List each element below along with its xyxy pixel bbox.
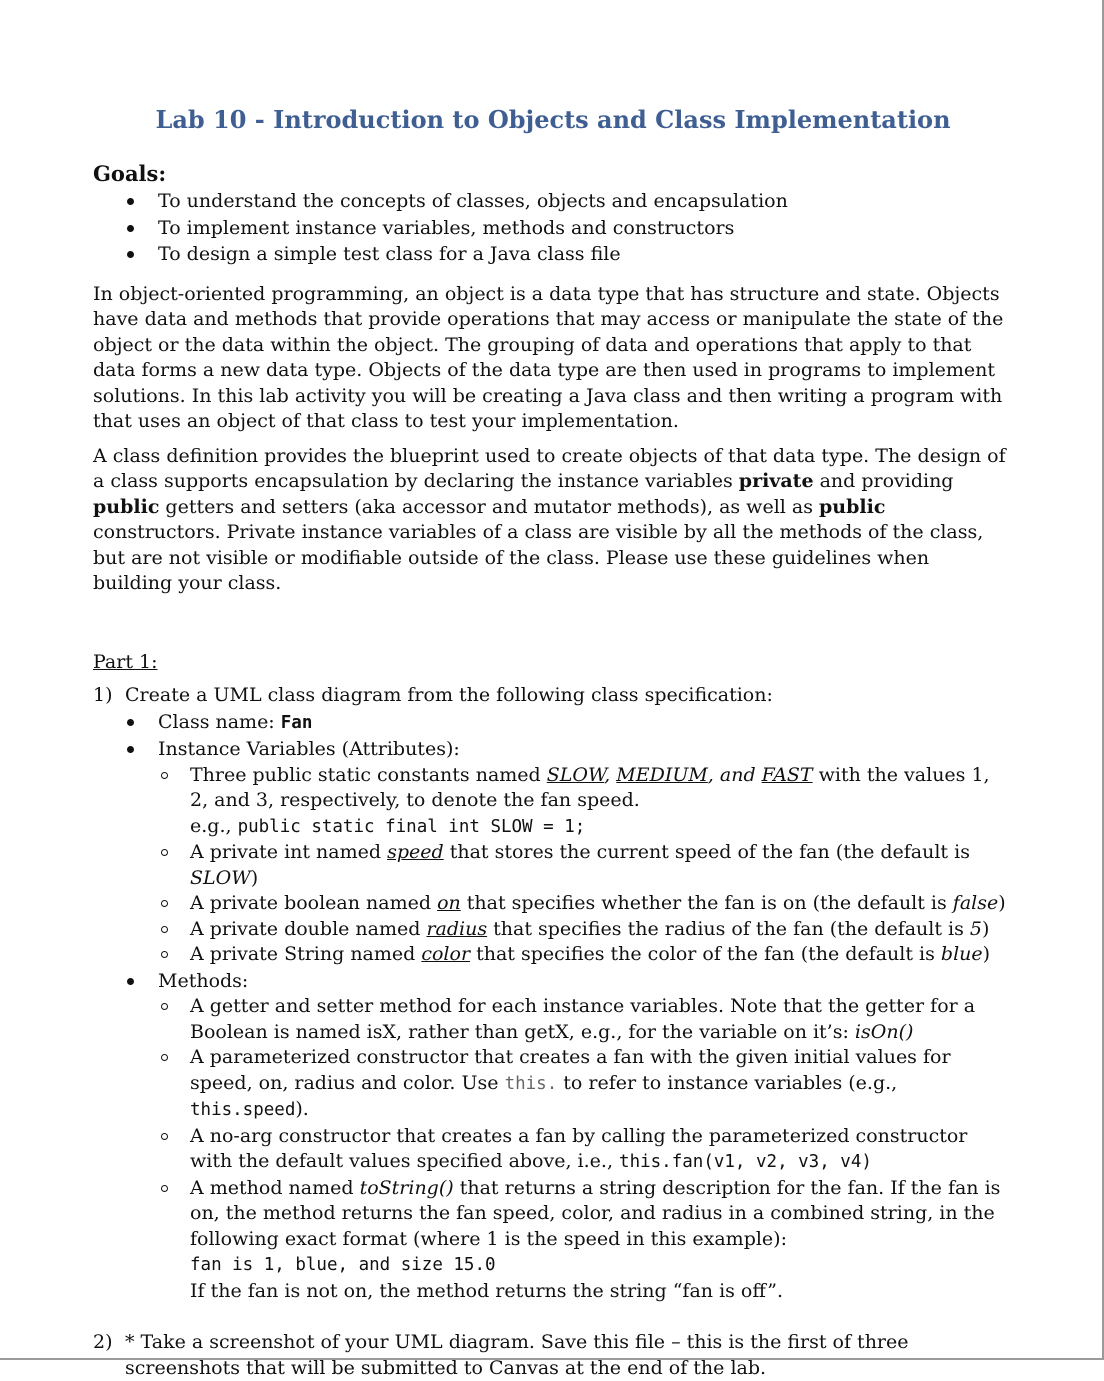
- radius-item: A private double named radius that specifies the radius of the fan (the default is 5): [125, 917, 1013, 943]
- constants-item: Three public static constants named SLOW, MEDIUM, and FAST with the values 1, 2, and 3, respectively, to denote the fan speed. e.g., public static final int SLOW = 1;: [125, 763, 1013, 841]
- goal-item: To implement instance variables, methods and constructors: [93, 215, 1013, 242]
- class-name-code: Fan: [280, 712, 313, 733]
- step-2-text: * Take a screenshot of your UML diagram. Save this file – this is the first of three screenshots that will be submitted to Canvas at the end of the lab.: [125, 1331, 909, 1379]
- step-number: 1): [93, 684, 113, 706]
- intro-paragraph: In object-oriented programming, an object is a data type that has structure and state. Objects have data and methods that provide operations that may access or manipulate the state of the object or the data within the object. The grouping of data and operations that apply to that data forms a new data type. Objects of the data type are then used in programs to implement solutions. In this lab activity you will be creating a Java class and then writing a program with that uses an object of that class to test your implementation.: [93, 282, 1004, 432]
- part1-steps: [93, 683, 1013, 1381]
- methods-item: Methods: A getter and setter method for each instance variables. Note that the getter for a Boolean is named isX, rather than getX, e.g., for the variable on it’s: isOn() A parameterized constructor that creates a fan with the given initial values for speed, on, radius and color. Use this. to refer to instance variables (e.g., this.speed). A no-arg constructor that creates a fan by calling the parameterized constructor with the default values specified above, i.e., this.fan(v1, v2, v3, v4) A method named toString() that returns a string description for the fan. If the fan is on, the method returns the fan speed, color, and radius in a combined string, in the following exact format (where 1 is the speed in this example): fan is 1, blue, and size 15.0 If the fan is not on, the method returns the string “fan is off”.: [125, 968, 1013, 1305]
- document-body: [93, 105, 1013, 1381]
- goal-item: To understand the concepts of classes, objects and encapsulation: [93, 188, 1013, 215]
- instance-variables-item: Instance Variables (Attributes): Three public static constants named SLOW, MEDIUM, and FAST with the values 1, 2, and 3, respectively, to denote the fan speed. e.g., public static final int SLOW = 1; A private int named speed that stores the current speed of the fan (the default is SLOW) A private boolean named on that specifies whether the fan is on (the default is false) A private double named radius that specifies the radius of the fan (the default is 5) A private String named color that specifies the color of the fan (the default is blue): [125, 736, 1013, 968]
- part1-title: Part 1:: [93, 650, 158, 673]
- noarg-constructor-item: A no-arg constructor that creates a fan by calling the parameterized constructor with the default values specified above, i.e., this.fan(v1, v2, v3, v4): [125, 1124, 1013, 1176]
- step-1-text: Create a UML class diagram from the following class specification:: [125, 684, 773, 706]
- spec-list: [125, 709, 1013, 1305]
- goals-heading: Goals:: [93, 161, 167, 186]
- step-1: [93, 683, 1013, 1304]
- tostring-example-code: fan is 1, blue, and size 15.0: [190, 1255, 496, 1275]
- color-item: A private String named color that specifies the color of the fan (the default is blue): [125, 942, 1013, 968]
- tostring-item: A method named toString() that returns a string description for the fan. If the fan is on, the method returns the fan speed, color, and radius in a combined string, in the following exact format (where 1 is the speed in this example): fan is 1, blue, and size 15.0 If the fan is not on, the method returns the string “fan is off”.: [125, 1176, 1013, 1305]
- instance-variables-list: [125, 763, 1013, 968]
- on-item: A private boolean named on that specifies whether the fan is on (the default is false): [125, 891, 1013, 917]
- param-constructor-item: A parameterized constructor that creates a fan with the given initial values for speed, on, radius and color. Use this. to refer to instance variables (e.g., this.speed).: [125, 1045, 1013, 1124]
- goals-list: [93, 188, 1013, 268]
- page-title: Lab 10 - Introduction to Objects and Class Implementation: [155, 105, 951, 134]
- speed-item: A private int named speed that stores the current speed of the fan (the default is SLOW): [125, 840, 1013, 891]
- constant-example-code: public static final int SLOW = 1;: [237, 816, 586, 837]
- getter-setter-item: A getter and setter method for each instance variables. Note that the getter for a Boolean is named isX, rather than getX, e.g., for the variable on it’s: isOn(): [125, 994, 1013, 1045]
- step-number: 2): [93, 1331, 113, 1353]
- goal-item: To design a simple test class for a Java class file: [93, 241, 1013, 268]
- methods-list: [125, 994, 1013, 1304]
- class-definition-paragraph: A class definition provides the blueprint used to create objects of that data type. The design of a class supports encapsulation by declaring the instance variables private and providing public getters and setters (aka accessor and mutator methods), as well as public constructors. Private instance variables of a class are visible by all the methods of the class, but are not visible or modifiable outside of the class. Please use these guidelines when building your class.: [93, 444, 1006, 594]
- class-name-item: Class name: Fan: [125, 709, 1013, 737]
- step-2: [93, 1330, 1013, 1381]
